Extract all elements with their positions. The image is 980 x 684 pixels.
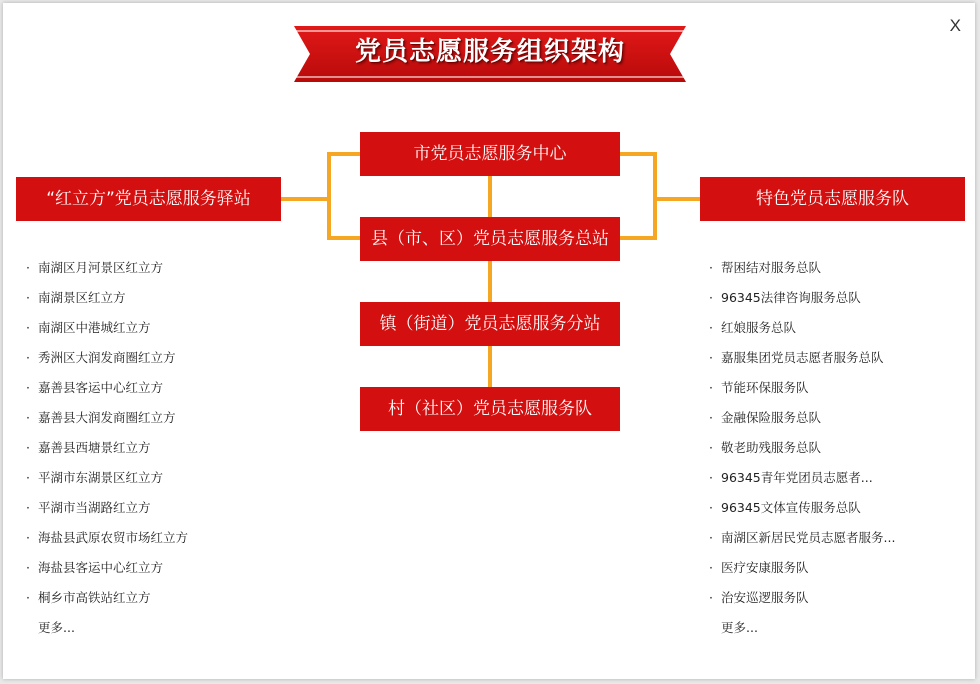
station-list-item[interactable]	[26, 523, 188, 553]
team-list-item-link[interactable]: 金融保险服务总队	[721, 410, 822, 425]
bullet-icon: ·	[709, 530, 713, 545]
station-list-item[interactable]	[26, 253, 188, 283]
team-list-item[interactable]	[709, 433, 895, 463]
station-list-item-link[interactable]: 嘉善县西塘景红立方	[38, 440, 151, 455]
station-list-item-link[interactable]: 海盐县客运中心红立方	[38, 560, 164, 575]
station-list-item[interactable]	[26, 343, 188, 373]
team-list-item-link[interactable]: 红娘服务总队	[721, 320, 797, 335]
bullet-icon: ·	[26, 350, 30, 365]
bullet-icon: ·	[709, 470, 713, 485]
team-list-item[interactable]	[709, 313, 895, 343]
team-list-item-link[interactable]: 帮困结对服务总队	[721, 260, 822, 275]
bullet-icon: ·	[709, 500, 713, 515]
station-list-item[interactable]	[26, 493, 188, 523]
team-list-item[interactable]	[709, 403, 895, 433]
bullet-icon: ·	[26, 380, 30, 395]
close-button[interactable]: X	[949, 16, 961, 35]
station-list-item[interactable]	[26, 583, 188, 613]
bullet-icon: ·	[709, 410, 713, 425]
bullet-icon: ·	[26, 260, 30, 275]
team-list-item[interactable]	[709, 463, 895, 493]
bullet-icon: ·	[709, 260, 713, 275]
team-list-item-link[interactable]: 治安巡逻服务队	[721, 590, 809, 605]
team-list-item-link[interactable]: 96345青年党团员志愿者...	[721, 470, 873, 485]
box-special-teams[interactable]: 特色党员志愿服务队	[700, 177, 965, 221]
station-list-item-link[interactable]: 南湖区月河景区红立方	[38, 260, 164, 275]
bullet-icon: ·	[709, 590, 713, 605]
right-team-list	[709, 253, 895, 643]
team-list-item[interactable]	[709, 373, 895, 403]
box-county-station[interactable]: 县（市、区）党员志愿服务总站	[360, 217, 620, 261]
station-list-item[interactable]	[26, 313, 188, 343]
station-list-item-link[interactable]: 平湖市东湖景区红立方	[38, 470, 164, 485]
bullet-icon: ·	[26, 500, 30, 515]
station-list-item-link[interactable]: 海盐县武原农贸市场红立方	[38, 530, 189, 545]
team-list-item-link[interactable]: 医疗安康服务队	[721, 560, 809, 575]
station-list-item-link[interactable]: 秀洲区大润发商圈红立方	[38, 350, 176, 365]
team-list-item-link[interactable]: 嘉服集团党员志愿者服务总队	[721, 350, 884, 365]
connector-left-bracket	[329, 154, 360, 238]
more-link[interactable]: 更多...	[38, 620, 75, 635]
bullet-icon: ·	[26, 290, 30, 305]
bullet-icon: ·	[709, 380, 713, 395]
bullet-icon: ·	[26, 560, 30, 575]
team-list-item[interactable]	[709, 283, 895, 313]
team-list-item-link[interactable]: 节能环保服务队	[721, 380, 809, 395]
team-list-item[interactable]	[709, 493, 895, 523]
station-list-item[interactable]	[26, 283, 188, 313]
team-list-item-link[interactable]: 敬老助残服务总队	[721, 440, 822, 455]
team-list-item-link[interactable]: 96345法律咨询服务总队	[721, 290, 861, 305]
team-list-item[interactable]	[709, 253, 895, 283]
station-list-item-link[interactable]: 嘉善县大润发商圈红立方	[38, 410, 176, 425]
box-red-cube-stations[interactable]: “红立方”党员志愿服务驿站	[16, 177, 281, 221]
box-city-center[interactable]: 市党员志愿服务中心	[360, 132, 620, 176]
bullet-icon: ·	[26, 410, 30, 425]
bullet-icon: ·	[709, 320, 713, 335]
team-list-item[interactable]	[709, 343, 895, 373]
team-list-item-link[interactable]: 南湖区新居民党员志愿者服务...	[721, 530, 896, 545]
box-village-team[interactable]: 村（社区）党员志愿服务队	[360, 387, 620, 431]
more-link[interactable]: 更多...	[721, 620, 758, 635]
page-title: 党员志愿服务组织架构	[354, 37, 625, 67]
station-list-item-link[interactable]: 南湖区中港城红立方	[38, 320, 151, 335]
bullet-icon: ·	[26, 470, 30, 485]
team-list-item[interactable]	[709, 583, 895, 613]
bullet-icon: ·	[26, 590, 30, 605]
bullet-icon: ·	[26, 440, 30, 455]
bullet-icon: ·	[709, 440, 713, 455]
bullet-icon: ·	[709, 290, 713, 305]
station-list-item[interactable]	[26, 553, 188, 583]
left-station-list	[26, 253, 188, 643]
station-list-item[interactable]	[26, 403, 188, 433]
team-list-item[interactable]	[709, 553, 895, 583]
connector-right-bracket	[620, 154, 655, 238]
bullet-icon: ·	[26, 530, 30, 545]
station-list-item[interactable]	[26, 373, 188, 403]
station-list-item-link[interactable]: 南湖景区红立方	[38, 290, 126, 305]
team-list-item-link[interactable]: 96345文体宣传服务总队	[721, 500, 861, 515]
team-list-item[interactable]	[709, 523, 895, 553]
bullet-icon: ·	[709, 560, 713, 575]
bullet-icon: ·	[709, 350, 713, 365]
station-list-item-link[interactable]: 嘉善县客运中心红立方	[38, 380, 164, 395]
station-list-item[interactable]	[26, 463, 188, 493]
bullet-icon: ·	[26, 320, 30, 335]
box-town-substation[interactable]: 镇（街道）党员志愿服务分站	[360, 302, 620, 346]
station-list-item-link[interactable]: 平湖市当湖路红立方	[38, 500, 151, 515]
station-list-item[interactable]	[26, 433, 188, 463]
station-list-item-link[interactable]: 桐乡市高铁站红立方	[38, 590, 151, 605]
